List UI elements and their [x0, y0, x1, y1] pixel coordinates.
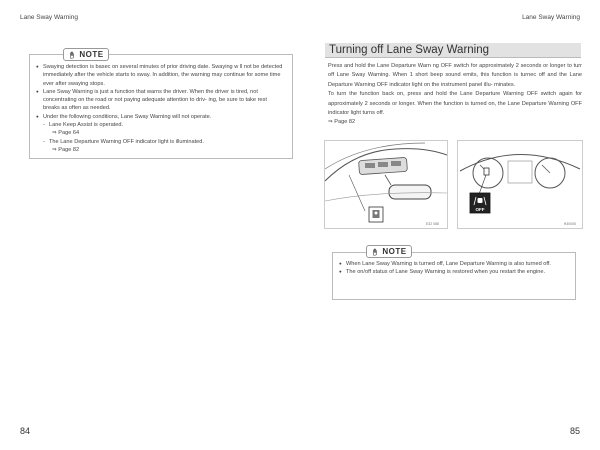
section-paragraph-2: To turn the function back on, press and hold the Lane Departure Warning OFF switch again for approximately 2 seconds or longer. When the function is turned on, the Lane Departure Warning OFF indicator light turns off. [328, 91, 582, 117]
right-note-tag [366, 245, 412, 258]
left-note-bullet-1: ● Swaying detection is basec on several minutes of prior driving date. Swaying w ll not be detected immediately after the vehicle starts to sway. In addition, the warning may continue for some time ever after swaying stops. [36, 63, 284, 88]
page-number-left: 84 [20, 426, 31, 436]
page-number-right: 85 [569, 426, 580, 436]
section-title: Turning off Lane Sway Warning [325, 43, 581, 58]
indicator-off-label: OFF [475, 207, 485, 212]
left-note-bullet-2: ● Lane Sway Warning is just a function that warns the driver. When the driver is tired, not concentrating on the road or not paying adequate attention to driv- ing, be sure to take rest breaks as often as needed. [36, 88, 284, 113]
left-note-ref-2: ⇒ Page 82 [52, 146, 80, 153]
left-note-tag [63, 48, 109, 61]
note-hand-icon [68, 51, 76, 59]
instrument-panel-illustration [458, 141, 582, 228]
left-note-condition-2: - The Lane Departure Warning OFF indicator light is illuminated. [36, 138, 284, 146]
section-paragraph-1: Press and hold the Lane Departure Warn ng OFF switch for approximately 2 seconds or longer to turr off Lane Sway Warning. When 1 short beep sound emits, this function is turnec off and the Lane Departure Warning OFF indicator light on the instrument panel illu- minates. [328, 63, 582, 88]
right-note-bullet-2: ● The on/off status of Lane Sway Warning is restored when you restart the engine. [339, 268, 567, 276]
note-hand-icon [371, 248, 379, 256]
right-note-box [332, 252, 576, 300]
left-note-condition-1: - Lane Keep Assist is operated. [36, 121, 284, 129]
section-ref: ⇒ Page 82 [328, 119, 356, 126]
left-note-bullet-3: ● Under the following conditions, Lane Sway Warning will not operate. [36, 113, 284, 121]
overhead-console-figure [324, 140, 448, 229]
running-header-right: Lane Sway Warning [522, 14, 580, 21]
left-note-box [29, 54, 293, 159]
left-note-ref-1: ⇒ Page 64 [52, 130, 80, 137]
right-note-bullet-1: ● When Lane Sway Warning is turned off, Lane Departure Warning is also turned off. [339, 260, 567, 268]
right-note-title: NOTE [382, 247, 407, 256]
left-figure-code: E32 088 [425, 222, 439, 226]
right-figure-code: H30005 [563, 222, 576, 226]
instrument-panel-figure [457, 140, 583, 229]
overhead-console-illustration [325, 141, 447, 228]
running-header-left: Lane Sway Warning [20, 14, 78, 21]
left-note-title: NOTE [79, 50, 104, 59]
